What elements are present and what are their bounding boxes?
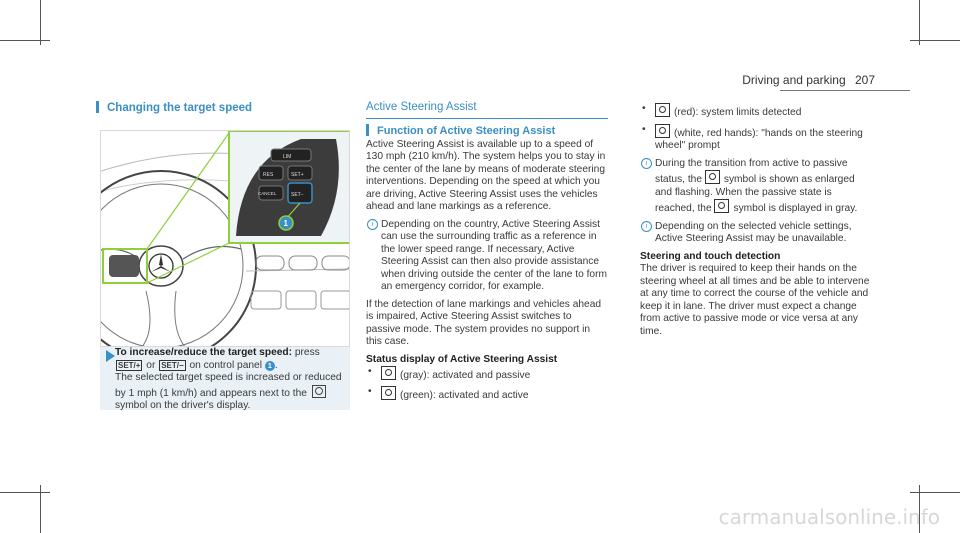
page-number: 207 xyxy=(854,73,875,87)
running-header xyxy=(742,73,875,87)
steering-assist-icon xyxy=(381,366,396,380)
header-title: Driving and parking xyxy=(742,73,846,87)
heading-bar xyxy=(96,101,99,113)
steering-assist-icon xyxy=(705,170,720,184)
touch-detection-heading: Steering and touch detection xyxy=(640,250,781,262)
crop-mark xyxy=(40,0,41,45)
right-column xyxy=(640,103,872,338)
crop-mark xyxy=(910,40,960,41)
steering-wheel-illustration xyxy=(101,131,350,347)
crop-mark xyxy=(0,40,50,41)
set-plus-label: SET+ xyxy=(291,172,304,178)
res-label: RES xyxy=(263,172,274,178)
status-heading: Status display of Active Steering Assist xyxy=(366,353,558,365)
header-rule xyxy=(780,90,910,91)
steering-assist-icon xyxy=(714,199,729,213)
target-speed-symbol-icon xyxy=(312,385,326,398)
note-country: i Depending on the country, Active Steering Assist can use the surrounding traffic as a reference in the lower speed range. If necessary, Active Steering Assist can then also provide assistance when driving outside the center of the lane to form an emergency corridor, for example. xyxy=(366,219,608,294)
set-minus-label: SET− xyxy=(291,192,304,198)
function-paragraph: Active Steering Assist is available up to a speed of 130 mph (210 km/h). The system helps you to stay in the center of the lane by means of moderate steering interventions. Depending on the speed at which you are driving, Active Steering Assist uses the vehicles ahead and lane markings as a reference. xyxy=(366,138,606,212)
set-minus-key: SET/− xyxy=(161,360,184,370)
instruction-text: To increase/reduce the target speed: press SET/+ or SET/− on control panel 1 . The selected target speed is increased or reduced by 1 mph (1 km/h) and appears next to the symbol on the driver's display. xyxy=(115,347,342,411)
crop-mark xyxy=(0,492,50,493)
watermark: carmanualsonline.info xyxy=(718,505,940,529)
crop-mark xyxy=(910,492,960,493)
steering-wheel-figure xyxy=(100,130,350,347)
status-item: • (white, red hands): "hands on the steering wheel" prompt xyxy=(640,124,872,153)
crop-mark xyxy=(919,0,920,45)
status-item: • (gray): activated and passive xyxy=(366,366,608,383)
instruction-arrow-icon xyxy=(106,350,115,362)
figure-callout-1: 1 xyxy=(283,219,288,228)
lim-label: LIM xyxy=(283,154,292,160)
status-item: • (green): activated and active xyxy=(366,386,608,403)
detection-paragraph: If the detection of lane markings and vehicles ahead is impaired, Active Steering Assist switches to passive mode. The system provides no support in this case. xyxy=(366,298,602,347)
instruction-box xyxy=(100,347,350,410)
section-heading-active-steering: Active Steering Assist xyxy=(366,101,477,113)
status-item: • (red): system limits detected xyxy=(640,103,872,120)
steering-assist-icon xyxy=(381,386,396,400)
info-icon: i xyxy=(641,221,652,232)
middle-column xyxy=(366,124,608,402)
note-transition: i During the transition from active to passive status, the symbol is shown as enlarged and flashing. When the passive state is reached, the symbol is displayed in gray. xyxy=(640,158,872,216)
info-icon: i xyxy=(367,219,378,230)
note-settings: i Depending on the selected vehicle settings, Active Steering Assist may be unavailable. xyxy=(640,221,872,246)
steering-assist-icon xyxy=(655,103,670,117)
callout-1-badge: 1 xyxy=(265,361,275,371)
section-heading-target-speed: Changing the target speed xyxy=(96,101,252,114)
steering-assist-icon xyxy=(655,124,670,138)
touch-detection-paragraph: The driver is required to keep their hands on the steering wheel at all times and be able to intervene at any time to correct the course of the vehicle and keep it in lane. The driver must expect a change from active to passive mode or vice versa at any time. xyxy=(640,263,870,337)
set-plus-key: SET/+ xyxy=(118,360,141,370)
info-icon: i xyxy=(641,158,652,169)
function-subtitle: Function of Active Steering Assist xyxy=(366,124,608,138)
heading-rule xyxy=(366,118,608,119)
cancel-label: CANCEL xyxy=(258,191,277,196)
